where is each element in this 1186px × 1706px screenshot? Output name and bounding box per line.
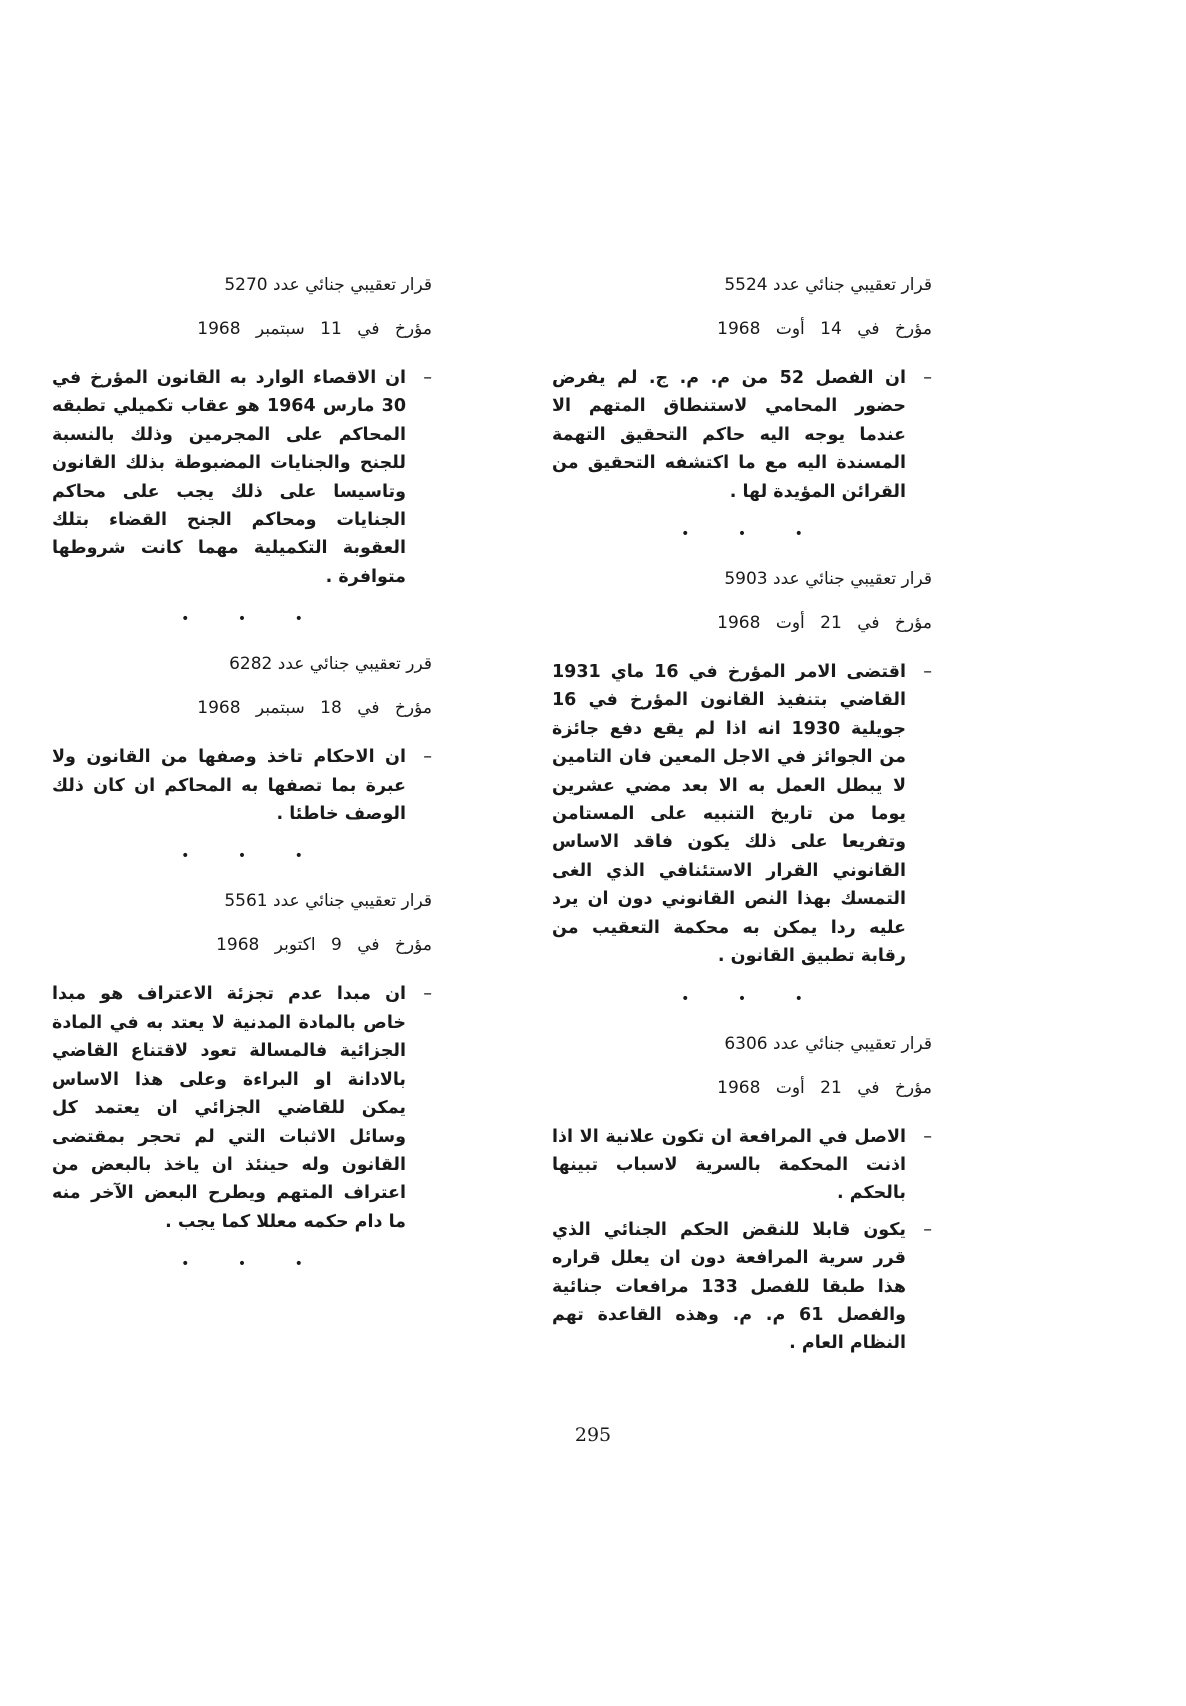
section-separator: • • •: [181, 848, 325, 865]
decision-date: مؤرخ في 18 سبتمبر 1968: [197, 698, 432, 719]
decision-heading: قرار تعقيبي جنائي عدد 5561: [224, 891, 432, 912]
decision-date: مؤرخ في 21 أوت 1968: [717, 1077, 932, 1098]
decision-block: [52, 651, 432, 864]
ruling-text: الاصل في المرافعة ان تكون علانية الا اذا اذنت المحكمة بالسرية لاسباب تبينها بالحكم .: [552, 1126, 906, 1204]
ruling-paragraph: [52, 364, 432, 591]
decision-date: مؤرخ في 9 اكتوبر 1968: [216, 935, 432, 956]
decision-date: مؤرخ في 11 سبتمبر 1968: [197, 319, 432, 339]
decision-date: مؤرخ في 21 أوت 1968: [717, 613, 932, 634]
decision-block: [52, 888, 432, 1272]
decision-heading: قرار تعقيبي جنائي عدد 5270: [224, 275, 432, 295]
ruling-text: اقتضى الامر المؤرخ في 16 ماي 1931 القاضي بتنفيذ القانون المؤرخ في 16 جويلية 1930 انه اذا لم يقع دفع جائزة من الجوائز في الاجل المعين فان التامين لا يبطل العمل به الا بعد مضي عشرين يوما من تاريخ التنبيه على المستامن وتفريعا على ذلك يكون فاقد الاساس القانوني القرار الاستئنافي الذي الغى التمسك بهذا النص القانوني دون ان يرد عليه ردا يمكن به محكمة التعقيب من رقابة تطبيق القانون .: [552, 662, 906, 967]
right-column: [552, 272, 932, 1358]
ruling-text: ان الاحكام تاخذ وصفها من القانون ولا عبرة بما تصفها به المحاكم ان كان ذلك الوصف خاطئا .: [52, 747, 406, 825]
ruling-paragraph: [52, 743, 432, 828]
ruling-paragraph: [552, 1123, 932, 1208]
ruling-paragraph: [552, 364, 932, 506]
dash-marker: –: [423, 747, 432, 768]
ruling-paragraph: [52, 980, 432, 1236]
section-separator: • • •: [681, 526, 825, 543]
ruling-text: ان مبدا عدم تجزئة الاعتراف هو مبدا خاص بالمادة المدنية لا يعتد به في المادة الجزائية فالمسالة تعود لاقتناع القاضي بالادانة او البراءة وعلى هذا الاساس يمكن للقاضي الجزائي ان يعتمد كل وسائل الاثبات التي لم تحجر بمقتضى القانون وله حينئذ ان ياخذ بالبعض من اعتراف المتهم ويطرح البعض الآخر منه ما دام حكمه معللا كما يجب .: [52, 984, 406, 1232]
decision-heading: قرار تعقيبي جنائي عدد 5524: [724, 275, 932, 295]
decision-block: [552, 272, 932, 542]
decision-heading: قرار تعقيبي جنائي عدد 5903: [724, 569, 932, 590]
dash-marker: –: [423, 984, 432, 1005]
ruling-text: ان الاقصاء الوارد به القانون المؤرخ في 30 مارس 1964 هو عقاب تكميلي تطبقه المحاكم على المجرمين وذلك بالنسبة للجنح والجنايات المضبوطة بذلك القانون وتاسيسا على ذلك يجب على محاكم الجنايات ومحاكم الجنح القضاء بتلك العقوبة التكميلية مهما كانت شروطها متوافرة .: [52, 368, 406, 587]
ruling-text: يكون قابلا للنقض الحكم الجنائي الذي قرر سرية المرافعة دون ان يعلل قراره هذا طبقا للفصل 133 مرافعات جنائية والفصل 61 م. م. وهذه القاعدة تهم النظام العام .: [552, 1219, 907, 1354]
left-column: [52, 272, 432, 1296]
section-separator: • • •: [181, 1256, 325, 1273]
dash-marker: –: [923, 662, 932, 683]
ruling-paragraph: [552, 658, 932, 970]
decision-date: مؤرخ في 14 أوت 1968: [717, 319, 932, 339]
decision-block: [552, 1031, 932, 1358]
ruling-text: ان الفصل 52 من م. م. ج. لم يفرض حضور المحامي لاستنطاق المتهم الا عندما يوجه اليه حاكم التحقيق التهمة المسندة اليه مع ما اكتشفه التحقيق من القرائن المؤيدة لها .: [552, 368, 906, 502]
decision-heading: قرار تعقيبي جنائي عدد 6306: [724, 1033, 932, 1054]
dash-marker: –: [423, 368, 432, 388]
dash-marker: –: [923, 1126, 932, 1147]
decision-block: [552, 566, 932, 1006]
dash-marker: –: [923, 1219, 932, 1240]
page-number: 295: [574, 1424, 612, 1446]
decision-block: [52, 272, 432, 627]
section-separator: • • •: [681, 990, 825, 1007]
ruling-paragraph: [552, 1216, 932, 1358]
decision-heading: قرر تعقيبي جنائي عدد 6282: [229, 654, 432, 675]
section-separator: • • •: [181, 611, 325, 628]
dash-marker: –: [923, 368, 932, 388]
